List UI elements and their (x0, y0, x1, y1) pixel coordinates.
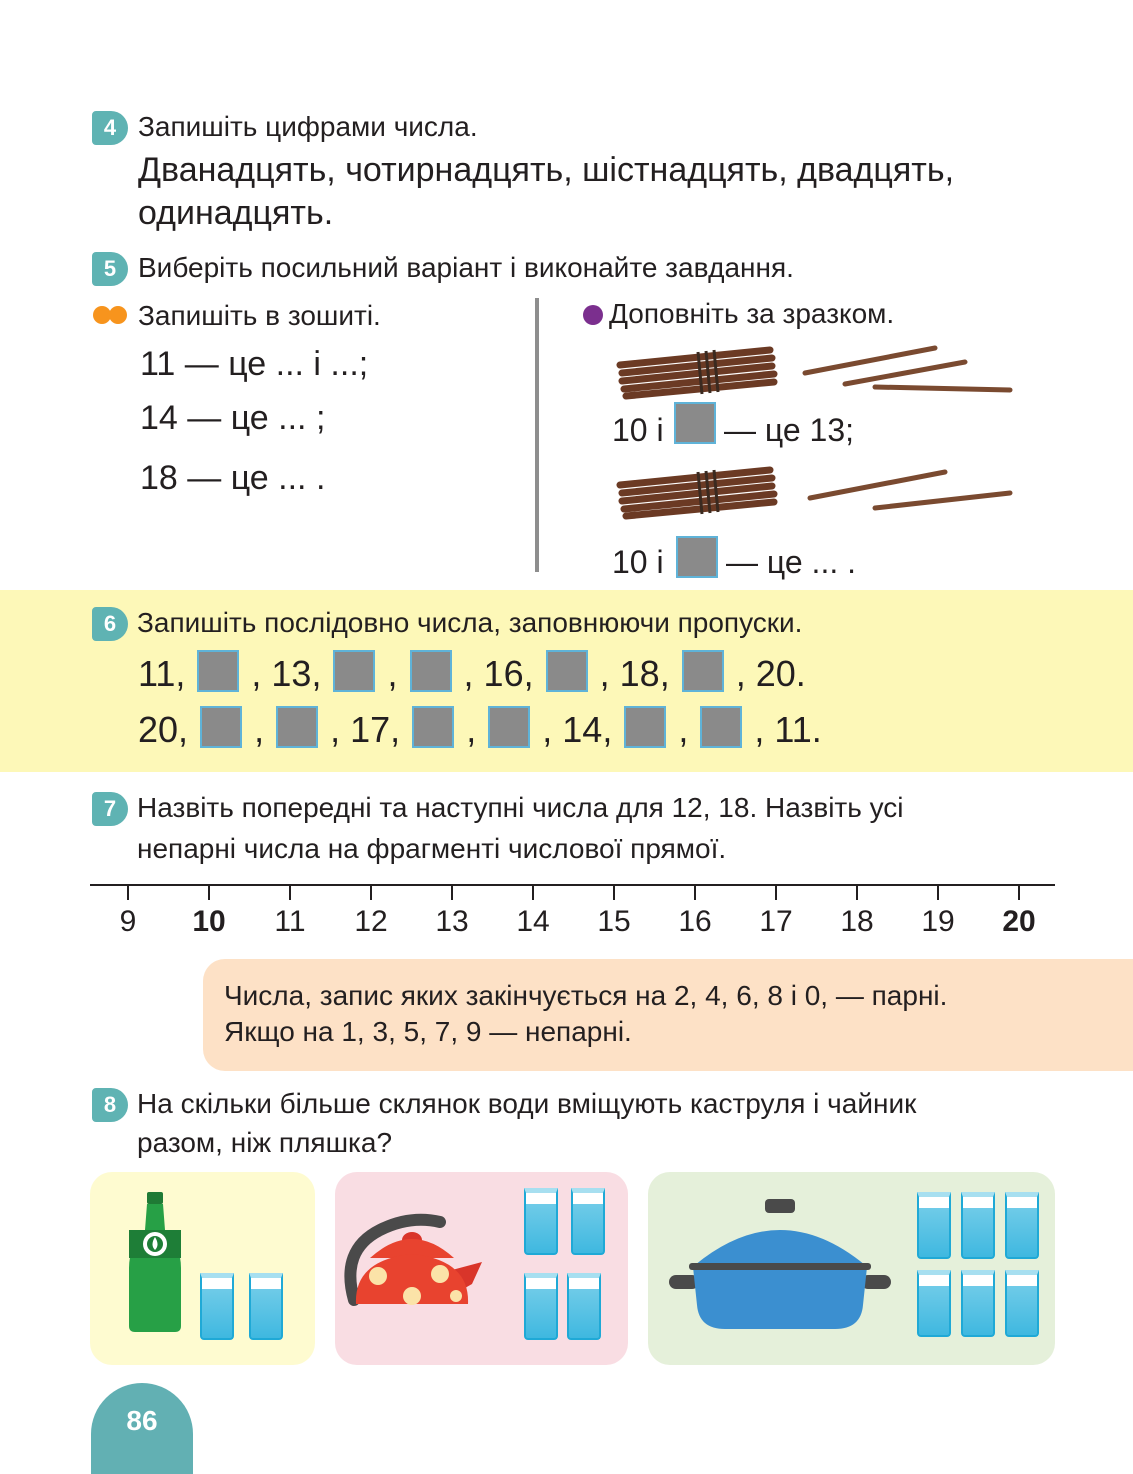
answer-box[interactable] (488, 706, 530, 748)
sequence-text: , 20. (735, 653, 806, 694)
number-line-label: 10 (192, 905, 226, 938)
sequence-text: , 16, (463, 653, 534, 694)
task5-left-title: Запишіть в зошиті. (138, 300, 381, 331)
sequence-text: , (387, 653, 398, 694)
water-glass-icon (524, 1188, 558, 1255)
task-number-badge: 8 (92, 1088, 128, 1122)
number-line-label: 14 (516, 905, 550, 938)
number-line-label: 18 (840, 905, 874, 938)
sequence-text: , 11. (754, 709, 822, 750)
water-glass-icon (917, 1270, 951, 1337)
column-divider (535, 298, 539, 572)
sticks-bundle-image (610, 460, 1020, 522)
level-dot-icon (583, 305, 603, 325)
number-line-tick (451, 886, 453, 900)
number-line-tick (775, 886, 777, 900)
number-line-label: 11 (274, 905, 306, 938)
number-line-tick (289, 886, 291, 900)
sequence-text: , (466, 709, 477, 750)
water-glass-icon (200, 1273, 234, 1340)
number-line-tick (532, 886, 534, 900)
page-number: 86 (126, 1405, 158, 1436)
water-glass-icon (917, 1192, 951, 1259)
rule-note-line1: Числа, запис яких закінчується на 2, 4, 6, 8 і 0, — парні. (224, 980, 948, 1011)
number-line-label: 19 (921, 905, 955, 938)
sequence-text: , 14, (542, 709, 613, 750)
answer-box[interactable] (674, 402, 716, 444)
answer-box[interactable] (276, 706, 318, 748)
water-glass-icon (961, 1192, 995, 1259)
number-line-tick (370, 886, 372, 900)
task4-title: Запишіть цифрами числа. (138, 111, 478, 142)
answer-box[interactable] (333, 650, 375, 692)
task5-left-line: 18 — це ... . (140, 459, 326, 497)
answer-box[interactable] (682, 650, 724, 692)
number-line-label: 9 (119, 905, 137, 938)
water-glass-icon (1005, 1270, 1039, 1337)
number-line-tick (856, 886, 858, 900)
sequence-text: , 18, (599, 653, 670, 694)
number-line-tick (937, 886, 939, 900)
task5-title: Виберіть посильний варіант і виконайте завдання. (138, 252, 794, 283)
number-line-label: 17 (759, 905, 793, 938)
sequence-text: , (678, 709, 689, 750)
task5-right-title: Доповніть за зразком. (609, 298, 895, 329)
task-number-badge: 4 (92, 111, 128, 145)
task5-right-line2-prefix: 10 і (612, 544, 664, 580)
water-glass-icon (524, 1273, 558, 1340)
task4-line2: одинадцять. (138, 194, 334, 232)
task8-title-line1: На скільки більше склянок води вміщують каструля і чайник (137, 1088, 917, 1119)
answer-box[interactable] (624, 706, 666, 748)
task7-title-line1: Назвіть попередні та наступні числа для 12, 18. Назвіть усі (137, 792, 904, 823)
sequence-text: , 17, (330, 709, 401, 750)
number-line-tick (613, 886, 615, 900)
answer-box[interactable] (412, 706, 454, 748)
answer-box[interactable] (546, 650, 588, 692)
number-line-tick (127, 886, 129, 900)
sequence-text: , 13, (251, 653, 322, 694)
bottle-icon (125, 1190, 185, 1335)
task4-line1: Дванадцять, чотирнадцять, шістнадцять, двадцять, (138, 151, 955, 189)
kettle-icon (340, 1200, 490, 1312)
sticks-bundle-image (610, 340, 1020, 402)
level-dots-icon (93, 306, 133, 326)
number-line-label: 15 (597, 905, 631, 938)
number-line-label: 20 (1002, 905, 1036, 938)
water-glass-icon (1005, 1192, 1039, 1259)
water-glass-icon (961, 1270, 995, 1337)
task5-left-line: 11 — це ... і ...; (140, 345, 369, 383)
answer-box[interactable] (410, 650, 452, 692)
answer-box[interactable] (676, 536, 718, 578)
water-glass-icon (571, 1188, 605, 1255)
task-number-badge: 7 (92, 792, 128, 826)
answer-box[interactable] (700, 706, 742, 748)
task-number-badge: 5 (92, 252, 128, 286)
task5-right-line1-suffix: — це 13; (724, 412, 855, 448)
number-line (90, 884, 1055, 886)
number-line-label: 12 (354, 905, 388, 938)
task6-row1 (138, 650, 806, 695)
number-line-tick (694, 886, 696, 900)
sequence-text: 20, (138, 709, 189, 750)
water-glass-icon (567, 1273, 601, 1340)
task6-row2 (138, 706, 822, 751)
number-line-label: 16 (678, 905, 712, 938)
task8-title-line2: разом, ніж пляшка? (137, 1127, 393, 1158)
task7-title-line2: непарні числа на фрагменті числової прямої. (137, 833, 727, 864)
number-line-label: 13 (435, 905, 469, 938)
task5-left-line: 14 — це ... ; (140, 399, 326, 437)
answer-box[interactable] (197, 650, 239, 692)
task5-right-line1-prefix: 10 і (612, 412, 664, 448)
task5-right-line2-suffix: — це ... . (726, 544, 856, 580)
rule-note-line2: Якщо на 1, 3, 5, 7, 9 — непарні. (224, 1016, 632, 1047)
water-glass-icon (249, 1273, 283, 1340)
task6-title: Запишіть послідовно числа, заповнюючи пропуски. (137, 607, 803, 638)
sequence-text: , (254, 709, 265, 750)
sequence-text: 11, (138, 653, 186, 694)
number-line-tick (208, 886, 210, 900)
task-number-badge: 6 (92, 607, 128, 641)
number-line-tick (1018, 886, 1020, 900)
answer-box[interactable] (200, 706, 242, 748)
pot-icon (665, 1195, 895, 1335)
